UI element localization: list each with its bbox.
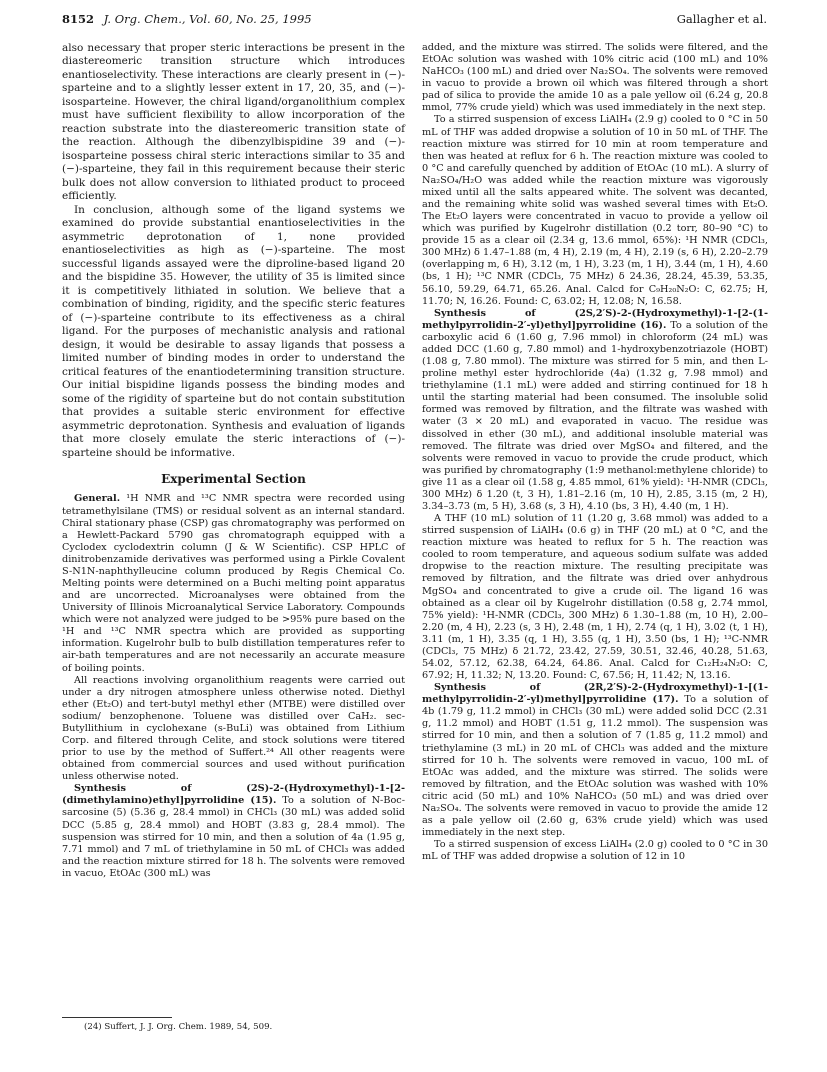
paragraph-reduction-17: To a stirred suspension of excess LiAlH₄ (2.0 g) cooled to 0 °C in 30 mL of THF was added dropwise a solution of 12 in 10	[422, 839, 768, 863]
paragraph-continued: added, and the mixture was stirred. The solids were filtered, and the EtOAc solution was washed with 10% citric acid (100 mL) and 10% NaHCO₃ (100 mL) and dried over Na₂SO₄. The solvents were removed in vacuo to provide a brown oil which was filtered through a short pad of silica to provide the amide 10 as a pale yellow oil (6.24 g, 20.8 mmol, 77% crude yield) which was used immediately in the next step.	[422, 42, 768, 114]
runin-synthesis-16: Synthesis of (2S,2′S)-2-(Hydroxymethyl)-1-[2-(1-methylpyrrolidin-2′-yl)ethyl]pyrrolidine (16).	[422, 307, 768, 331]
runin-general: General.	[74, 493, 121, 505]
runin-synthesis-17: Synthesis of (2R,2′S)-2-(Hydroxymethyl)-1-[(1-methylpyrrolidin-2′-yl)methyl]pyrrolidine (17).	[422, 682, 768, 706]
paragraph-reduction-16: A THF (10 mL) solution of 11 (1.20 g, 3.68 mmol) was added to a stirred suspension of LiAlH₄ (0.6 g) in THF (20 mL) at 0 °C, and the reaction mixture was heated to reflux for 5 h. The reaction was cooled to room temperature, and aqueous sodium sulfate was added dropwise to the reaction mixture. The resulting precipitate was removed by filtration, and the filtrate was dried over anhydrous MgSO₄ and concentrated to give a crude oil. The ligand 16 was obtained as a clear oil by Kugelrohr distillation (0.58 g, 2.74 mmol, 75% yield): ¹H-NMR (CDCl₃, 300 MHz) δ 1.30–1.88 (m, 10 H), 2.00–2.20 (m, 4 H), 2.23 (s, 3 H), 2.48 (m, 1 H), 2.74 (q, 1 H), 3.02 (t, 1 H), 3.11 (m, 1 H), 3.35 (q, 1 H), 3.55 (q, 1 H), 3.50 (bs, 1 H); ¹³C-NMR (CDCl₃, 75 MHz) δ 21.72, 23.42, 27.59, 30.51, 32.46, 40.28, 51.63, 54.02, 57.12, 62.38, 64.24, 64.86. Anal. Calcd for C₁₂H₂₄N₂O: C, 67.92; H, 11.32; N, 13.20. Found: C, 67.56; H, 11.42; N, 13.16.	[422, 513, 768, 682]
paragraph-synthesis-16	[422, 308, 768, 513]
journal-citation: J. Org. Chem., Vol. 60, No. 25, 1995	[103, 12, 312, 26]
paragraph-discussion-end: also necessary that proper steric interactions be present in the diastereomeric transition structure which introduces enantioselectivity. These interactions are clearly present in (−)-sparteine and to a slightly lesser extent in 17, 20, 35, and (−)-isosparteine. However, the chiral ligand/organolithium complex must have sufficient flexibility to allow incorporation of the reaction substrate into the diastereomeric transition state of the reaction. Although the dibenzylbispidine 39 and (−)-isosparteine possess chiral steric interactions similar to 35 and (−)-sparteine, they fail in this requirement because their steric bulk does not allow conversion to lithiated product to proceed efficiently.	[62, 42, 405, 203]
page-number: 8152	[62, 12, 95, 26]
header-left	[62, 12, 312, 26]
footnote	[62, 1017, 405, 1032]
general-text: ¹H NMR and ¹³C NMR spectra were recorded using tetramethylsilane (TMS) or residual solvent as an internal standard. Chiral stationary phase (CSP) gas chromatography was performed on a Hewlett-Packard 5790 gas chromatograph equipped with a Cyclodex cyclodextrin column (J & W Scientific). CSP HPLC of dinitrobenzamide derivatives was performed using a Pirkle Covalent S-N1N-naphthylleucine column produced by Regis Chemical Co. Melting points were determined on a Buchi melting point apparatus and are uncorrected. Microanalyses were obtained from the University of Illinois Microanalytical Service Laboratory. Compounds which were not analyzed were judged to be >95% pure based on the ¹H and ¹³C NMR spectra which are provided as supporting information. Kugelrohr bulb to bulb distillation temperatures refer to air-bath temperatures and are not necessarily an accurate measure of boiling points.	[62, 493, 405, 674]
right-column	[422, 42, 768, 863]
paragraph-synthesis-17	[422, 682, 768, 839]
running-header	[62, 12, 767, 34]
paragraph-synthesis-15	[62, 783, 405, 880]
synthesis-16-text: To a solution of the carboxylic acid 6 (1.60 g, 7.96 mmol) in chloroform (24 mL) was added DCC (1.60 g, 7.80 mmol) and 1-hydroxybenzotriazole (HOBT) (1.08 g, 7.80 mmol). The mixture was stirred for 5 min, and then L-proline methyl ester hydrochloride (4a) (1.32 g, 7.98 mmol) and triethylamine (1.1 mL) were added and stirring continued for 18 h until the starting material had been consumed. The insoluble solid formed was removed by filtration, and the filtrate was washed with water (3 × 20 mL) and evaporated in vacuo. The residue was dissolved in ether (30 mL), and additional insoluble material was removed. The filtrate was dried over MgSO₄ and filtered, and the solvents were removed in vacuo to provide the crude product, which was purified by chromatography (1:9 methanol:methylene chloride) to give 11 as a clear oil (1.58 g, 4.85 mmol, 61% yield): ¹H-NMR (CDCl₃, 300 MHz) δ 1.20 (t, 3 H), 1.81–2.16 (m, 10 H), 2.85, 3.15 (m, 2 H), 3.34–3.73 (m, 5 H), 3.68 (s, 3 H), 4.10 (bs, 3 H), 4.40 (m, 1 H).	[422, 319, 768, 512]
paragraph-reduction-15: To a stirred suspension of excess LiAlH₄ (2.9 g) cooled to 0 °C in 50 mL of THF was added dropwise a solution of 10 in 50 mL of THF. The reaction mixture was stirred for 10 min at room temperature and then was heated at reflux for 6 h. The reaction mixture was cooled to 0 °C and carefully quenched by addition of EtOAc (10 mL). A slurry of Na₂SO₄/H₂O was added while the reaction mixture was vigorously mixed until all the salts appeared white. The solvent was decanted, and the remaining white solid was washed several times with Et₂O. The Et₂O layers were concentrated in vacuo to provide a yellow oil which was purified by Kugelrohr distillation (0.2 torr, 80–90 °C) to provide 15 as a clear oil (2.34 g, 13.6 mmol, 65%): ¹H NMR (CDCl₃, 300 MHz) δ 1.47–1.88 (m, 4 H), 2.19 (m, 4 H), 2.19 (s, 6 H), 2.20–2.79 (overlapping m, 6 H), 3.12 (m, 1 H), 3.23 (m, 1 H), 3.44 (m, 1 H), 4.60 (bs, 1 H); ¹³C NMR (CDCl₃, 75 MHz) δ 24.36, 28.24, 45.39, 53.35, 56.10, 59.29, 64.71, 65.26. Anal. Calcd for C₉H₂₀N₂O: C, 62.75; H, 11.70; N, 16.26. Found: C, 63.02; H, 12.08; N, 16.58.	[422, 114, 768, 307]
runin-synthesis-15: Synthesis of (2S)-2-(Hydroxymethyl)-1-[2-(dimethylamino)ethyl]pyrrolidine (15).	[62, 783, 405, 807]
experimental-text	[62, 493, 405, 880]
synthesis-15-text: To a solution of N-Boc-sarcosine (5) (5.36 g, 28.4 mmol) in CHCl₃ (30 mL) was added solid DCC (5.85 g, 28.4 mmol) and HOBT (3.83 g, 28.4 mmol). The suspension was stirred for 10 min, and then a solution of 4a (1.95 g, 7.71 mmol) and 7 mL of triethylamine in 50 mL of CHCl₃ was added and the reaction mixture stirred for 18 h. The solvents were removed in vacuo, EtOAc (300 mL) was	[62, 795, 405, 879]
section-title-experimental: Experimental Section	[161, 472, 306, 487]
footnote-rule	[62, 1017, 172, 1018]
header-authors: Gallagher et al.	[676, 12, 767, 26]
synthesis-17-text: To a solution of 4b (1.79 g, 11.2 mmol) in CHCl₃ (30 mL) were added solid DCC (2.31 g, 11.2 mmol) and HOBT (1.51 g, 11.2 mmol). The suspension was stirred for 10 min, and then a solution of 7 (1.85 g, 11.2 mmol) and triethylamine (3 mL) in 20 mL of CHCl₃ was added and the mixture stirred for 10 h. The solvents were removed in vacuo, 100 mL of EtOAc was added, and the mixture was stirred. The solids were removed by filtration, and the EtOAc solution was washed with 10% citric acid (50 mL) and 10% NaHCO₃ (50 mL) and was dried over Na₂SO₄. The solvents were removed in vacuo to provide the amide 12 as a pale yellow oil (2.60 g, 63% crude yield) which was used immediately in the next step.	[422, 694, 768, 839]
footnote-text: (24) Suffert, J. J. Org. Chem. 1989, 54, 509.	[84, 1022, 273, 1032]
left-column	[62, 42, 405, 880]
paragraph-general	[62, 493, 405, 674]
paragraph-reaction-conditions: All reactions involving organolithium reagents were carried out under a dry nitrogen atmosphere unless otherwise noted. Diethyl ether (Et₂O) and tert-butyl methyl ether (MTBE) were distilled over sodium/ benzophenone. Toluene was distilled over CaH₂. sec-Butyllithium in cyclohexane (s-BuLi) was obtained from Lithium Corp. and filtered through Celite, and stock solutions were titered prior to use by the method of Suffert.²⁴ All other reagents were obtained from commercial sources and used without purification unless otherwise noted.	[62, 674, 405, 783]
paragraph-conclusion: In conclusion, although some of the ligand systems we examined do provide substantial enantioselectivities in the asymmetric deprotonation of 1, none provided enantioselectivities as high as (−)-sparteine. The most successful ligands assayed were the diproline-based ligand 20 and the bispidine 35. However, the utility of 35 is limited since it is competitively lithiated in solution. We believe that a combination of binding, rigidity, and the specific steric features of (−)-sparteine contribute to its effectiveness as a chiral ligand. For the purposes of mechanistic analysis and rational design, it would be desirable to assay ligands that possess a limited number of binding modes in order to understand the critical features of the enantiodetermining transition structure. Our initial bispidine ligands possess the binding modes and some of the rigidity of sparteine but do not contain substitution that provides a suitable steric environment for effective asymmetric deprotonation. Synthesis and evaluation of ligands that more closely emulate the steric interactions of (−)-sparteine should be informative.	[62, 203, 405, 459]
